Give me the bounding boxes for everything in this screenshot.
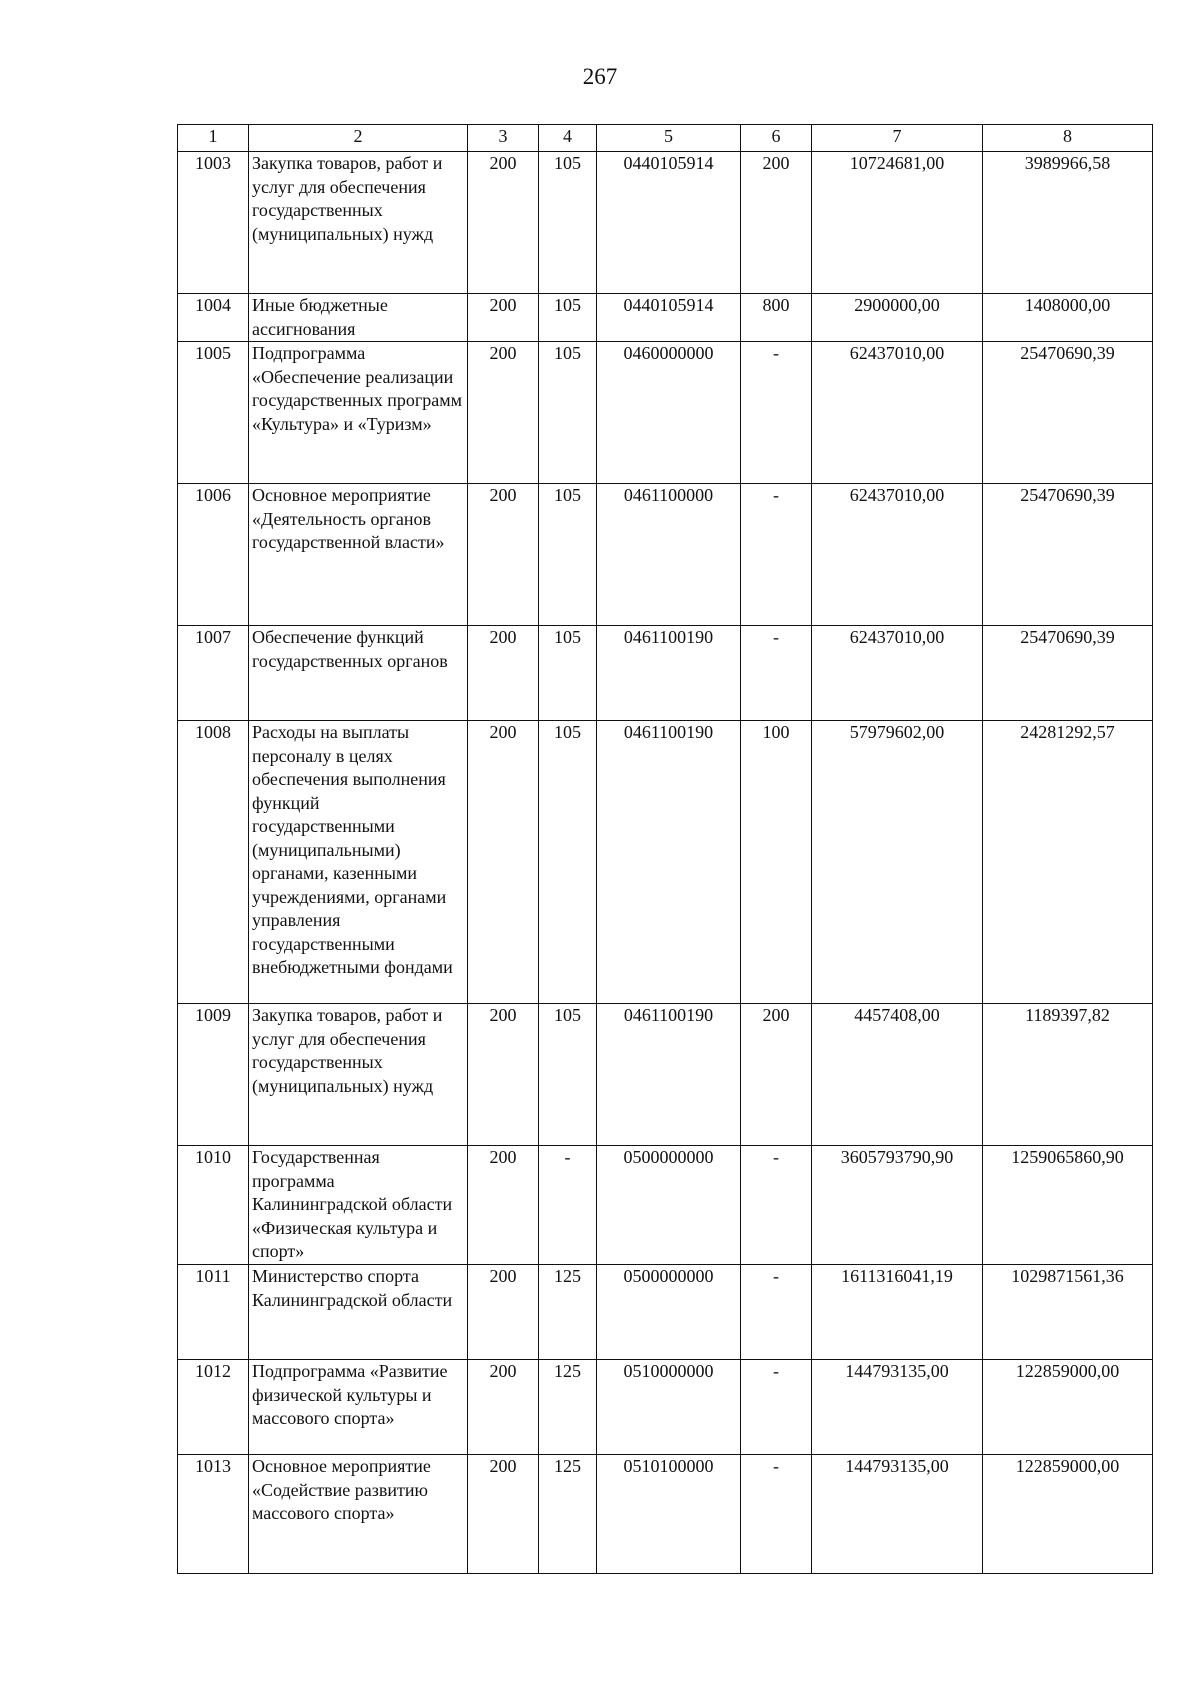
table-body: [178, 152, 1153, 1574]
cell-col8: 1189397,82: [983, 1004, 1153, 1146]
cell-col3: 200: [468, 1455, 539, 1574]
cell-col3: 200: [468, 342, 539, 484]
cell-col8: 25470690,39: [983, 626, 1153, 721]
cell-col3: 200: [468, 484, 539, 626]
cell-col7: 144793135,00: [812, 1455, 983, 1574]
cell-col6: -: [741, 626, 812, 721]
cell-col6: -: [741, 1455, 812, 1574]
cell-col4: 105: [539, 152, 597, 294]
cell-col4: 105: [539, 721, 597, 1004]
page-number: 267: [582, 64, 618, 89]
table-row: [178, 342, 1153, 484]
cell-col3: 200: [468, 152, 539, 294]
cell-col3: 200: [468, 721, 539, 1004]
header-row: [178, 125, 1153, 152]
cell-col6: 200: [741, 1004, 812, 1146]
table-row: [178, 1146, 1153, 1265]
table-row: [178, 1265, 1153, 1360]
cell-col3: 200: [468, 1004, 539, 1146]
row-number: 1006: [178, 484, 249, 626]
cell-col4: 105: [539, 484, 597, 626]
cell-col5: 0500000000: [597, 1265, 741, 1360]
cell-col5: 0461100190: [597, 626, 741, 721]
cell-col3: 200: [468, 1146, 539, 1265]
row-number: 1009: [178, 1004, 249, 1146]
cell-col8: 25470690,39: [983, 342, 1153, 484]
cell-col7: 3605793790,90: [812, 1146, 983, 1265]
cell-col3: 200: [468, 626, 539, 721]
row-number: 1011: [178, 1265, 249, 1360]
row-name: Расходы на выплаты персоналу в целях обеспечения выполнения функций государственными (муниципальными) органами, казенными учреждениями, органами управления государственными внебюджетными фондами: [249, 721, 468, 1004]
cell-col5: 0440105914: [597, 294, 741, 342]
row-number: 1012: [178, 1360, 249, 1455]
row-name: Обеспечение функций государственных органов: [249, 626, 468, 721]
table-row: [178, 721, 1153, 1004]
cell-col5: 0461100190: [597, 721, 741, 1004]
cell-col5: 0440105914: [597, 152, 741, 294]
cell-col8: 1408000,00: [983, 294, 1153, 342]
column-header: 7: [812, 125, 983, 152]
row-number: 1004: [178, 294, 249, 342]
row-name: Иные бюджетные ассигнования: [249, 294, 468, 342]
cell-col4: 125: [539, 1360, 597, 1455]
cell-col6: -: [741, 1360, 812, 1455]
cell-col6: 800: [741, 294, 812, 342]
cell-col4: 105: [539, 626, 597, 721]
table-header: [178, 125, 1153, 152]
table-row: [178, 1004, 1153, 1146]
cell-col3: 200: [468, 1360, 539, 1455]
cell-col6: -: [741, 342, 812, 484]
cell-col8: 122859000,00: [983, 1455, 1153, 1574]
table-row: [178, 1360, 1153, 1455]
column-header: 6: [741, 125, 812, 152]
row-name: Основное мероприятие «Содействие развитию массового спорта»: [249, 1455, 468, 1574]
cell-col5: 0500000000: [597, 1146, 741, 1265]
row-name: Государственная программа Калининградской области «Физическая культура и спорт»: [249, 1146, 468, 1265]
cell-col7: 4457408,00: [812, 1004, 983, 1146]
budget-table: [177, 124, 1153, 1574]
column-header: 3: [468, 125, 539, 152]
column-header: 2: [249, 125, 468, 152]
column-header: 1: [178, 125, 249, 152]
cell-col5: 0510100000: [597, 1455, 741, 1574]
cell-col7: 62437010,00: [812, 626, 983, 721]
cell-col7: 57979602,00: [812, 721, 983, 1004]
row-number: 1003: [178, 152, 249, 294]
table-row: [178, 626, 1153, 721]
table-row: [178, 294, 1153, 342]
cell-col7: 62437010,00: [812, 484, 983, 626]
cell-col7: 10724681,00: [812, 152, 983, 294]
cell-col6: 100: [741, 721, 812, 1004]
cell-col5: 0510000000: [597, 1360, 741, 1455]
cell-col3: 200: [468, 1265, 539, 1360]
cell-col7: 2900000,00: [812, 294, 983, 342]
row-name: Закупка товаров, работ и услуг для обеспечения государственных (муниципальных) нужд: [249, 1004, 468, 1146]
row-name: Закупка товаров, работ и услуг для обеспечения государственных (муниципальных) нужд: [249, 152, 468, 294]
cell-col8: 24281292,57: [983, 721, 1153, 1004]
row-number: 1013: [178, 1455, 249, 1574]
cell-col5: 0460000000: [597, 342, 741, 484]
cell-col8: 1029871561,36: [983, 1265, 1153, 1360]
cell-col5: 0461100190: [597, 1004, 741, 1146]
column-header: 8: [983, 125, 1153, 152]
cell-col5: 0461100000: [597, 484, 741, 626]
cell-col4: 125: [539, 1265, 597, 1360]
cell-col7: 62437010,00: [812, 342, 983, 484]
table-row: [178, 152, 1153, 294]
cell-col4: 105: [539, 342, 597, 484]
cell-col8: 25470690,39: [983, 484, 1153, 626]
row-name: Подпрограмма «Обеспечение реализации государственных программ «Культура» и «Туризм»: [249, 342, 468, 484]
row-number: 1010: [178, 1146, 249, 1265]
column-header: 4: [539, 125, 597, 152]
cell-col4: 105: [539, 1004, 597, 1146]
cell-col4: 125: [539, 1455, 597, 1574]
cell-col4: -: [539, 1146, 597, 1265]
row-name: Подпрограмма «Развитие физической культуры и массового спорта»: [249, 1360, 468, 1455]
cell-col3: 200: [468, 294, 539, 342]
cell-col4: 105: [539, 294, 597, 342]
row-name: Основное мероприятие «Деятельность органов государственной власти»: [249, 484, 468, 626]
row-name: Министерство спорта Калининградской области: [249, 1265, 468, 1360]
cell-col6: 200: [741, 152, 812, 294]
table-row: [178, 484, 1153, 626]
row-number: 1005: [178, 342, 249, 484]
row-number: 1008: [178, 721, 249, 1004]
row-number: 1007: [178, 626, 249, 721]
cell-col7: 1611316041,19: [812, 1265, 983, 1360]
cell-col8: 3989966,58: [983, 152, 1153, 294]
cell-col6: -: [741, 484, 812, 626]
cell-col8: 122859000,00: [983, 1360, 1153, 1455]
table-row: [178, 1455, 1153, 1574]
cell-col7: 144793135,00: [812, 1360, 983, 1455]
cell-col6: -: [741, 1265, 812, 1360]
cell-col6: -: [741, 1146, 812, 1265]
cell-col8: 1259065860,90: [983, 1146, 1153, 1265]
column-header: 5: [597, 125, 741, 152]
